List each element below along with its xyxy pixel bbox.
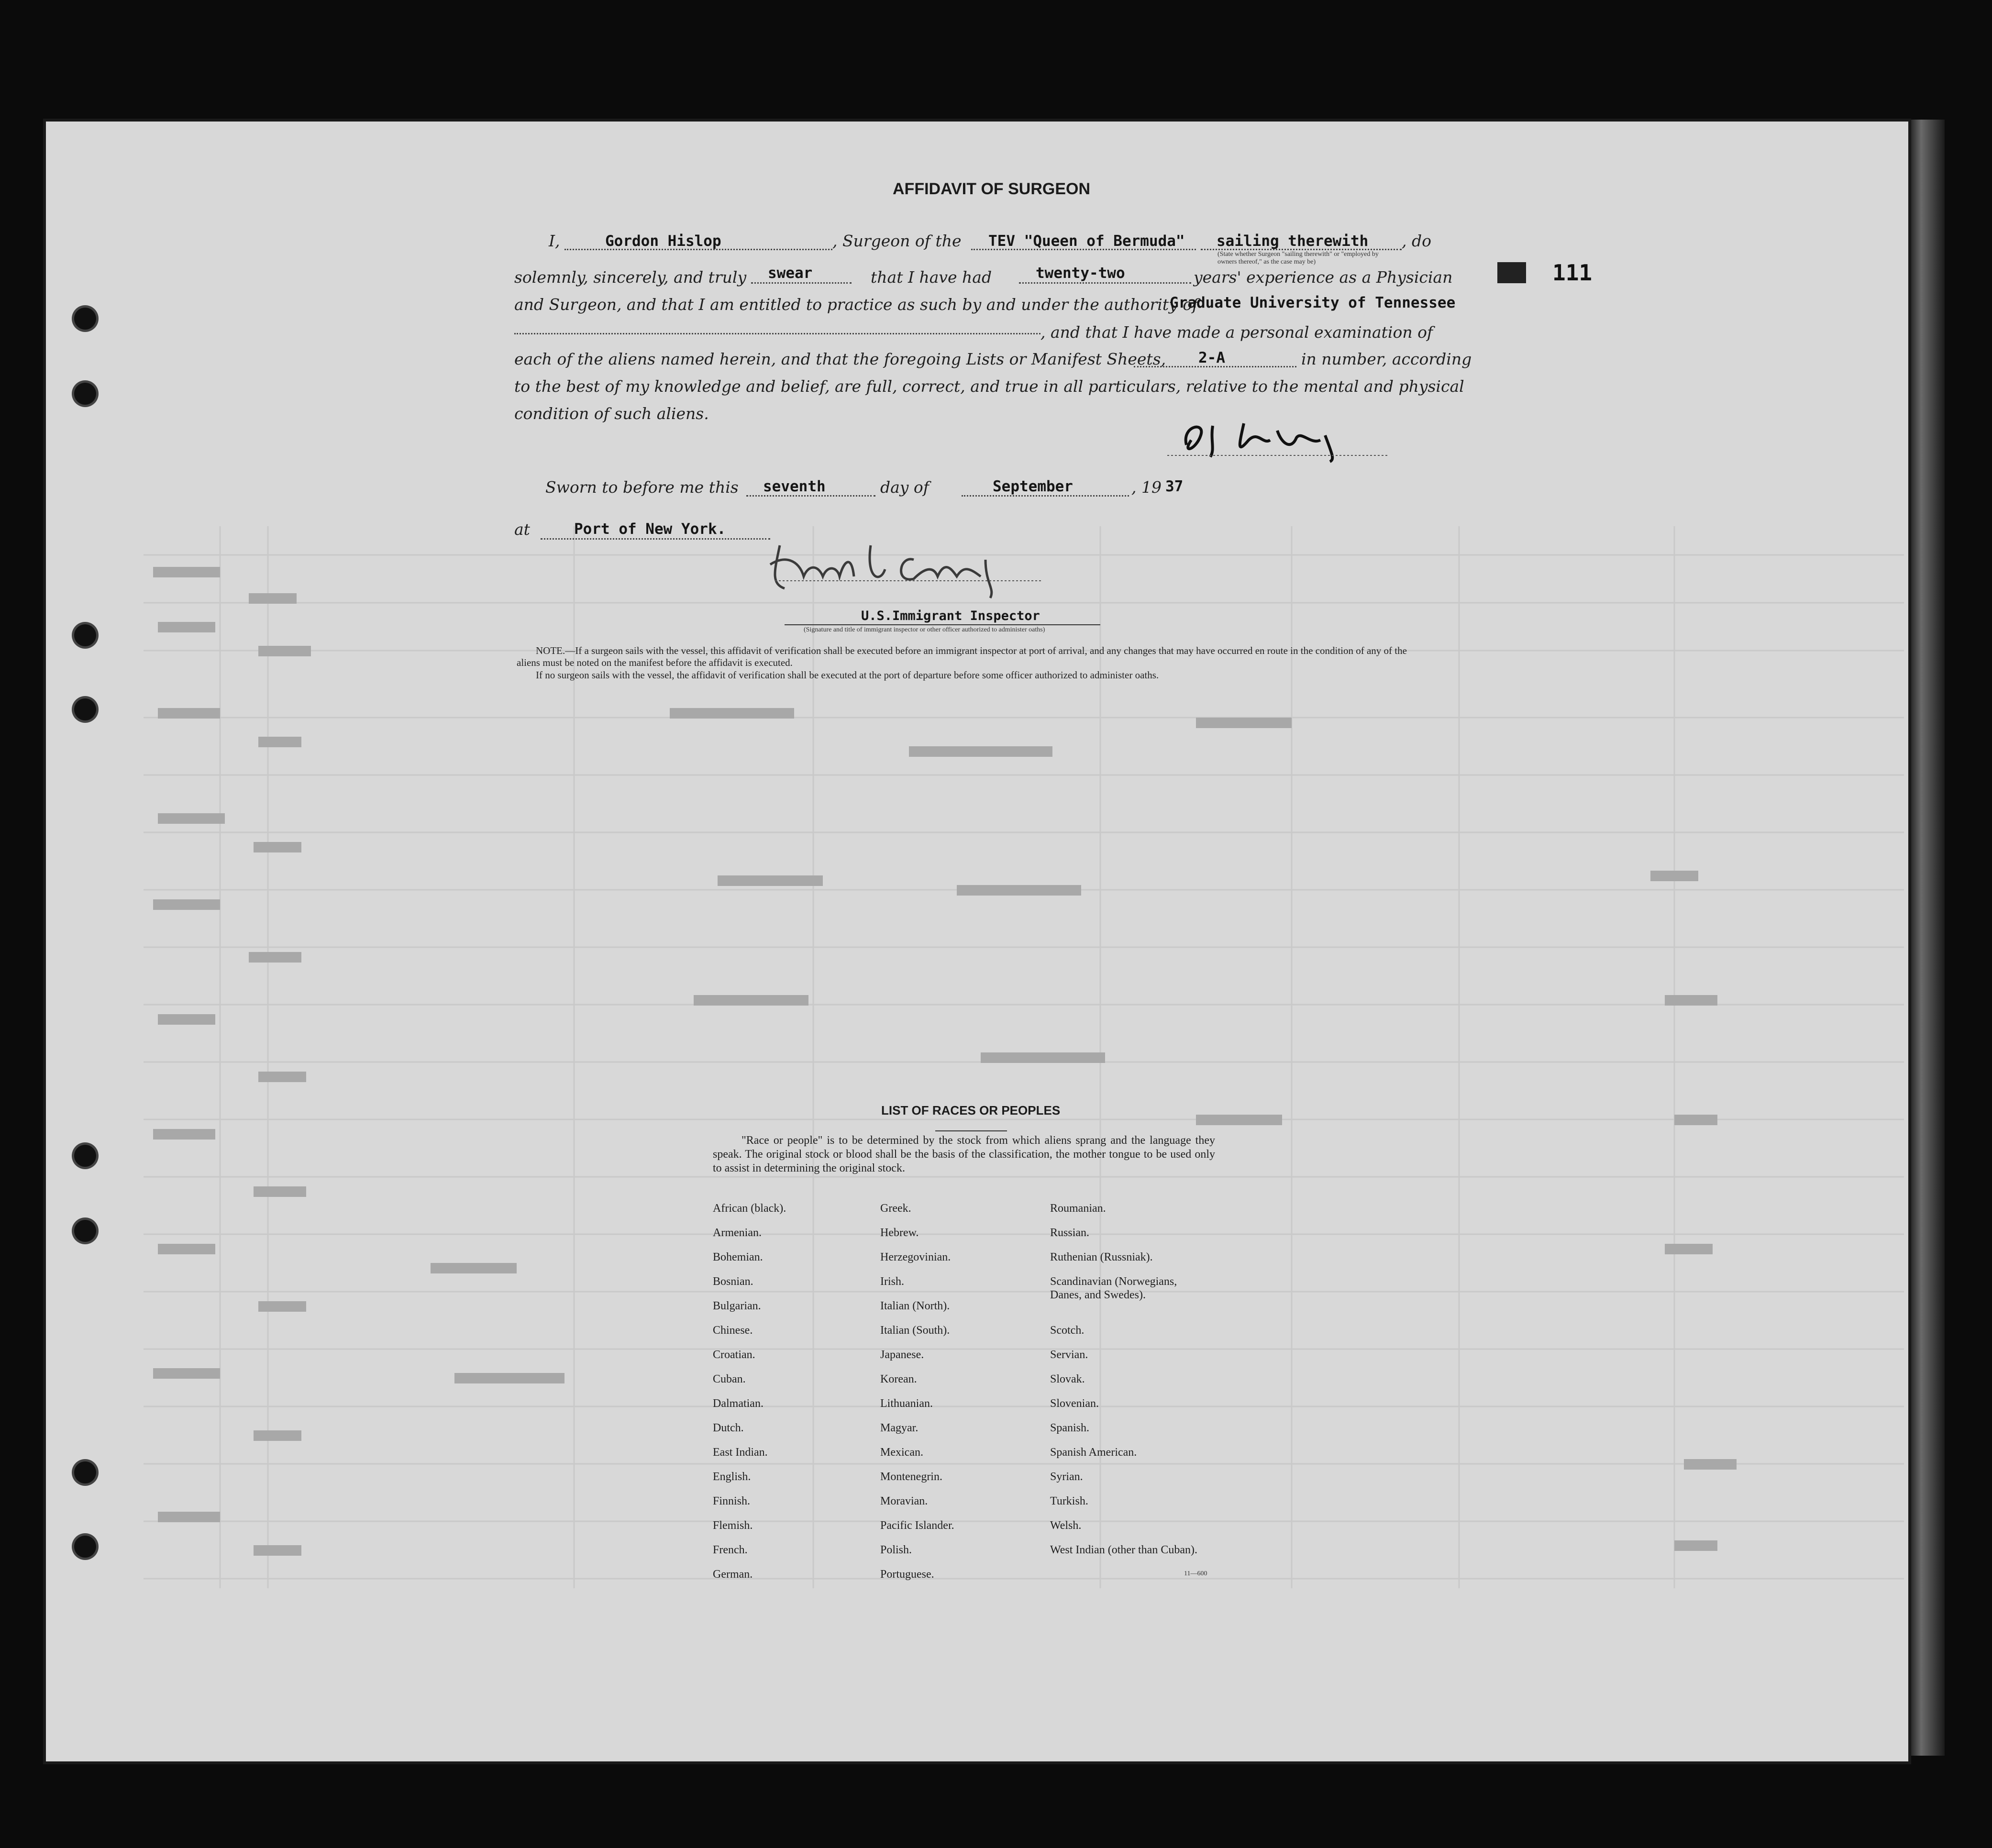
race-item: Roumanian.: [1050, 1202, 1106, 1215]
race-item: Portuguese.: [880, 1568, 934, 1581]
race-item: Servian.: [1050, 1349, 1088, 1361]
race-item: Montenegrin.: [880, 1471, 942, 1483]
inspector-caption: (Signature and title of immigrant inspector or other officer authorized to administer oaths): [804, 626, 1045, 633]
race-item: Mexican.: [880, 1446, 923, 1459]
race-item: Irish.: [880, 1275, 904, 1288]
sworn-place: Port of New York.: [574, 520, 726, 538]
stamp-mark: [1497, 262, 1526, 283]
race-item: Slovenian.: [1050, 1397, 1099, 1410]
text-at: at: [514, 520, 530, 539]
fill-line: [1134, 366, 1296, 367]
race-item: Italian (South).: [880, 1324, 950, 1337]
fill-line: [564, 249, 832, 250]
text-do: , do: [1402, 232, 1431, 250]
vessel-name: TEV "Queen of Bermuda": [988, 232, 1185, 250]
race-item: Bosnian.: [713, 1275, 753, 1288]
race-item: Dalmatian.: [713, 1397, 764, 1410]
signature-rule: [785, 624, 1100, 625]
races-column-3: [1050, 1202, 1208, 1572]
text-that-i-have-had: that I have had: [871, 268, 992, 287]
race-item: Scandinavian (Norwegians, Danes, and Swedes).: [1050, 1275, 1177, 1301]
surgeon-name: Gordon Hislop: [605, 232, 721, 250]
fill-line: [751, 282, 852, 284]
race-item: Moravian.: [880, 1495, 928, 1507]
fill-line: [541, 538, 770, 540]
race-item: Armenian.: [713, 1227, 762, 1239]
race-item: Chinese.: [713, 1324, 753, 1337]
race-item: Pacific Islander.: [880, 1519, 954, 1532]
text-each-of: each of the aliens named herein, and that the foregoing Lists or Manifest Sheets,: [514, 350, 1166, 368]
races-title: LIST OF RACES OR PEOPLES: [881, 1103, 1061, 1118]
sworn-day: seventh: [763, 478, 826, 495]
race-item: Lithuanian.: [880, 1397, 933, 1410]
race-item: Bulgarian.: [713, 1300, 761, 1312]
race-item: Bohemian.: [713, 1251, 763, 1263]
race-item: Scotch.: [1050, 1324, 1085, 1337]
note-2: If no surgeon sails with the vessel, the affidavit of verification shall be executed at the port of departure before some officer authorized to administer oaths.: [536, 669, 1159, 681]
race-item: Korean.: [880, 1373, 917, 1385]
text-examination: , and that I have made a personal examination of: [1040, 323, 1433, 342]
fill-line: [746, 495, 875, 497]
races-intro: "Race or people" is to be determined by the stock from which aliens sprang and the language they speak. The original stock or blood shall be the basis of the classification, the mother tongue to be used only to assist in determining the original stock.: [713, 1134, 1215, 1174]
fill-line: [962, 495, 1129, 497]
fill-line: [1019, 282, 1191, 284]
sworn-year: 37: [1165, 478, 1184, 495]
race-item: English.: [713, 1471, 751, 1483]
sailing-note: (State whether Surgeon "sailing therewith" or "employed by owners thereof," as the case may be): [1217, 251, 1379, 266]
race-item: Greek.: [880, 1202, 911, 1215]
race-item: Magyar.: [880, 1422, 919, 1434]
race-item: German.: [713, 1568, 753, 1581]
fill-line: [971, 249, 1196, 250]
race-item: Flemish.: [713, 1519, 753, 1532]
text-and-surgeon: and Surgeon, and that I am entitled to practice as such by and under the authority of: [514, 295, 1198, 314]
sheet-number: 111: [1552, 260, 1593, 286]
inspector-title: U.S.Immigrant Inspector: [861, 609, 1040, 623]
sheet-count: 2-A: [1198, 349, 1225, 366]
race-item: African (black).: [713, 1202, 786, 1215]
races-column-1: [713, 1202, 871, 1592]
sworn-month: September: [993, 478, 1073, 495]
inspector-signature: [756, 531, 1043, 603]
fill-line: [514, 333, 1040, 334]
practice-authority: Graduate University of Tennessee: [1170, 294, 1456, 311]
race-item: Welsh.: [1050, 1519, 1082, 1532]
races-column-2: [880, 1202, 1038, 1592]
text-year-prefix: , 19: [1131, 478, 1162, 497]
oath-type: swear: [768, 265, 813, 282]
race-item: Hebrew.: [880, 1227, 919, 1239]
race-item: Croatian.: [713, 1349, 755, 1361]
text-sworn: Sworn to before me this: [545, 478, 739, 497]
form-code: 11—600: [1184, 1570, 1207, 1577]
race-item: Finnish.: [713, 1495, 751, 1507]
race-item: Turkish.: [1050, 1495, 1088, 1507]
text-to-the-best: to the best of my knowledge and belief, are full, correct, and true in all particulars, relative to the mental and physical: [514, 377, 1464, 396]
race-item: West Indian (other than Cuban).: [1050, 1544, 1197, 1556]
fill-line: [1201, 249, 1402, 250]
race-item: Spanish.: [1050, 1422, 1090, 1434]
race-item: East Indian.: [713, 1446, 768, 1459]
race-item: Russian.: [1050, 1227, 1090, 1239]
text-in-number: in number, according: [1301, 350, 1472, 368]
affidavit-title: AFFIDAVIT OF SURGEON: [893, 180, 1091, 198]
sailing-status: sailing therewith: [1217, 232, 1369, 250]
race-item: French.: [713, 1544, 748, 1556]
race-item: Cuban.: [713, 1373, 746, 1385]
note-1: NOTE.—If a surgeon sails with the vessel, this affidavit of verification shall be executed before an immigrant inspector at port of arrival, and any changes that may have occurred en route in the condition of any of the aliens must be noted on the manifest before the affidavit is executed.: [517, 645, 1407, 668]
race-item: Slovak.: [1050, 1373, 1085, 1385]
text-solemnly: solemnly, sincerely, and truly: [514, 268, 747, 287]
race-item: Herzegovinian.: [880, 1251, 951, 1263]
years-experience: twenty-two: [1036, 265, 1125, 282]
race-item: Dutch.: [713, 1422, 744, 1434]
race-item: Polish.: [880, 1544, 912, 1556]
races-title-rule: [935, 1130, 1007, 1131]
race-item: Ruthenian (Russniak).: [1050, 1251, 1153, 1263]
race-item: Spanish American.: [1050, 1446, 1137, 1459]
race-item: Syrian.: [1050, 1471, 1083, 1483]
text-day-of: day of: [880, 478, 930, 497]
surgeon-signature: [1167, 411, 1387, 464]
text-experience: years' experience as a Physician: [1194, 268, 1453, 287]
text-surgeon-of-the: , Surgeon of the: [832, 232, 962, 250]
text-i: I,: [549, 232, 560, 250]
race-item: Italian (North).: [880, 1300, 950, 1312]
race-item: Japanese.: [880, 1349, 924, 1361]
text-condition: condition of such aliens.: [514, 404, 709, 423]
